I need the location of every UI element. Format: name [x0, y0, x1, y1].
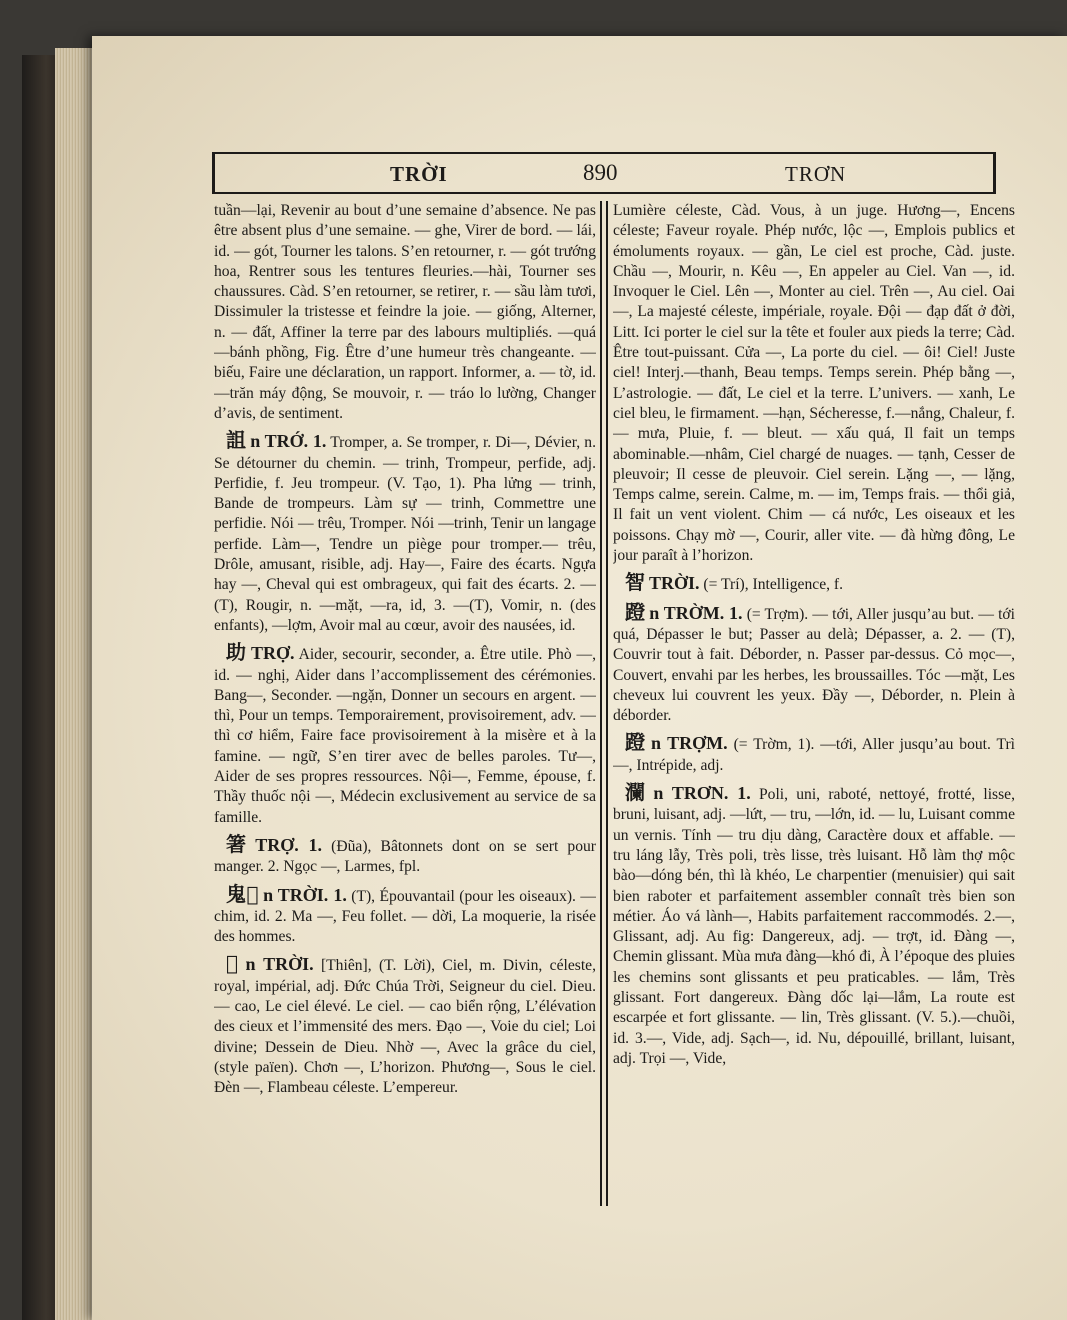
entry-definition: Poli, uni, raboté, nettoyé, frotté, lisse, bruni, luisant, adj. —lứt, — tru, —lớn, id. — lu, Luisant comme un vernis. Tính — tru dịu dàng, Caractère doux et affable. — tru láng lẫy, Très poli, très lisse, très luisant. Hỗ làm thợ mộc bào—dóng bén, thì là khéo, Le charpentier (menuisier) qui sait bien raboter et parfaitement assembler connaît très bien son métier. Áo vá lành—, Habits parfaitement raccommodés. 2.—, Glissant, adj. Au fig: Dangereux, adj. — trợt, id. Đàng —, Chemin glissant. Mùa mưa đàng—khó đi, À l’époque des pluies les chemins sont glissants et peu praticables. — lắm, Très glissant. Fort dangereux. Đàng dốc lại—lắm, La route est escarpée et fort glissante. — lin, Très glissant. (V. 5.).—chuồi, id. 3.—, Vide, adj. Sạch—, id. Nu, dépouillé, brillant, luisant, adj. Trọi —, Vide, [613, 786, 1015, 1067]
entry-headword: TRỜI. [649, 573, 700, 594]
entry-headword: n TRỢM. [651, 733, 728, 754]
entry-character: 鬼𡗶 [226, 881, 260, 906]
entry-definition: (= Trợm). — tới, Aller jusqu’au but. — tới quá, Dépasser le but; Passer au delà; Dépasser, a. 2. — (T), Couvrir tout à fait. Déborder, n. Passer par-dessus. Cỏ mọc—, Couvert, envahi par les herbes, les broussailles. Tóc —mặt, Les cheveux lui couvrent les yeux. Đầy —, Déborder, n. Plein à déborder. [613, 605, 1015, 725]
dictionary-entry [613, 782, 1015, 1069]
page-number: 890 [583, 160, 618, 185]
entry-definition: (T), Épouvantail (pour les oiseaux). — chim, id. 2. Ma —, Feu follet. — dời, La moquerie, la risée des hommes. [214, 887, 596, 946]
entry-character: 蹬 [625, 730, 647, 755]
entry-headword: n TRƠN. 1. [653, 783, 751, 804]
dictionary-entry [214, 881, 596, 948]
dictionary-entry [214, 642, 596, 828]
continuation-text: tuần—lại, Revenir au bout d’une semaine d’absence. Ne pas être absent plus d’une semaine. — ghe, Virer de bord. — lái, id. — gót, Tourner les talons. S’en retourner, r. — gót trướng hoa, Rentrer sous les tentures fleuries.—hài, Tourner ses chaussures. Càd. S’en retourner, se retirer, r. — sầu làm tươi, Dissimuler la tristesse et feindre la joie. — giống, Alterner, n. — đất, Affiner la terre par des labours multipliés. —quá —bánh phồng, Fig. Être d’une humeur très changeante. —biếu, Faire une déclaration, un rapport. Informer, a. — tờ, id. —trăn máy động, Se mouvoir, r. — tráo lo lường, Changer d’avis, de sentiment. [214, 202, 596, 422]
entry-character: 智 [625, 570, 645, 595]
entry-character: 瀾 [625, 780, 650, 805]
entry-definition: [Thiên], (T. Lời), Ciel, m. Divin, céleste, royal, impérial, adj. Đức Chúa Trời, Seigneur du ciel. Dieu. — cao, Le ciel élevé. Le ciel. — cao biển rộng, L’élévation des cieux et l’immensité des mers. Đạo —, Voie du ciel; Loi divine; Dessein de Dieu. Nhờ —, Avec la grâce du ciel, (style païen). Chơn —, L’horizon. Phương—, Sous le ciel. Đèn —, Flambeau céleste. L’empereur. [214, 957, 596, 1097]
entry-definition: (= Trí), Intelligence, f. [703, 576, 844, 594]
dictionary-entry [214, 953, 596, 1098]
running-header [212, 152, 996, 194]
dictionary-entry [613, 599, 1015, 727]
entry-headword: n TRỜI. 1. [263, 884, 347, 905]
entry-definition: Tromper, a. Se tromper, r. Di—, Dévier, n. Se détourner du chemin. — trinh, Trompeur, perfide, adj. Perfidie, f. Jeu trompeur. (V. Tạo, 1). Pha lửng — trinh, Bande de trompeurs. Làm sự — trinh, Commettre une perfidie. Nói — trêu, Tromper. Nói —trinh, Tenir un langage perfide. Làm—, Tendre un piège pour tromper.— trêu, Drôle, amusant, risible, adj. Hay—, Faire des écarts. Ngựa hay —, Cheval qui est ombrageux, qui fait des écarts. 2. —(T), Rougir, n. —mặt, —ra, id, 3. —(T), Vomir, n. (des enfants), —lợm, Avoir mal au cœur, avoir des nausées, id. [214, 434, 596, 634]
entry-character: 詛 [226, 428, 247, 453]
entry-character: 箸 [226, 831, 252, 856]
continuation-text: Lumière céleste, Càd. Vous, à un juge. Hương—, Encens céleste; Faveur royale. Phép nước, lộc —, Emplois publics et émoluments royaux. — gần, Le ciel est proche, Càd. juste. Chầu —, Mourir, n. Kêu —, En appeler au Ciel. Van —, id. Invoquer le Ciel. Lên —, Monter au ciel. Trên —, Au ciel. Oai—, La majesté céleste, impériale, royale. Đội — đạp đất ở đời, Litt. Ici porter le ciel sur la tête et fouler aux pieds la terre; Càd. Être tout-puissant. Cửa —, La porte du ciel. — ôi! Ciel! Juste ciel! Interj.—thanh, Beau temps. Temps serein. Phép bằng —, L’astrologie. — đất, Le ciel et la terre. L’univers. — xanh, Le ciel bleu, le firmament. —hạn, Sécheresse, f.—nắng, Chaleur, f. — mưa, Pluie, f. — bleut. — xấu quá, Il fait un temps abominable.—nhâm, Ciel chargé de nuages. — tạnh, Cesser de pleuvoir; Il cesse de pleuvoir. Ciel serein. Lặng —, — lặng, Temps calme, serein. Calme, m. — im, Temps frais. — thổi giả, Il fait un vent violent. Chim — cá nước, Les oiseaux et les poissons. Chạy mờ —, Courir, aller vite. — đà hừng đông, Le jour paraît à l’horizon. [613, 202, 1015, 565]
entry-headword: n TRỜM. 1. [649, 602, 743, 623]
entry-headword: TRỢ. [251, 643, 295, 664]
entry-definition: Aider, secourir, seconder, a. Être utile. Phò —, id. — nghị, Aider dans l’accomplissement des cérémonies. Bang—, Seconder. —ngặn, Donner un secours en argent. —thì, Pour un temps. Temporairement, provisoirement, adv. — thì cơ hiểm, Faire face provisoirement à la misère et à la famine. — ngữ, S’en tirer avec de belles paroles. Tư—, Aider de ses propres ressources. Nội—, Femme, épouse, f. Thầy thuốc nội —, Médecin exclusivement au service de sa famille. [214, 646, 596, 826]
header-right-word: TRƠN [785, 162, 847, 186]
left-column [214, 201, 596, 1211]
entry-character: 蹬 [625, 599, 646, 624]
header-left-word: TRỜI [390, 162, 448, 186]
dictionary-entry [214, 831, 596, 878]
column-divider [600, 201, 608, 1206]
entry-headword: TRỢ. 1. [255, 834, 322, 855]
entry-definition: (Đũa), Bâtonnets dont on se sert pour manger. 2. Ngọc —, Larmes, fpl. [214, 837, 596, 876]
dictionary-entry [214, 430, 596, 636]
entry-definition: (= Trờm, 1). —tới, Aller jusqu’au bout. Trì —, Intrépide, adj. [613, 736, 1015, 774]
entry-character: 助 [226, 640, 248, 665]
entry-headword: n TRỜI. [245, 954, 314, 975]
entry-headword: n TRỚ. 1. [250, 431, 327, 452]
right-column [613, 201, 1015, 1211]
entry-character: 𡗶 [226, 951, 242, 976]
page-stack-edge [55, 48, 95, 1320]
dictionary-entry [613, 572, 1015, 595]
dictionary-entry [613, 732, 1015, 776]
